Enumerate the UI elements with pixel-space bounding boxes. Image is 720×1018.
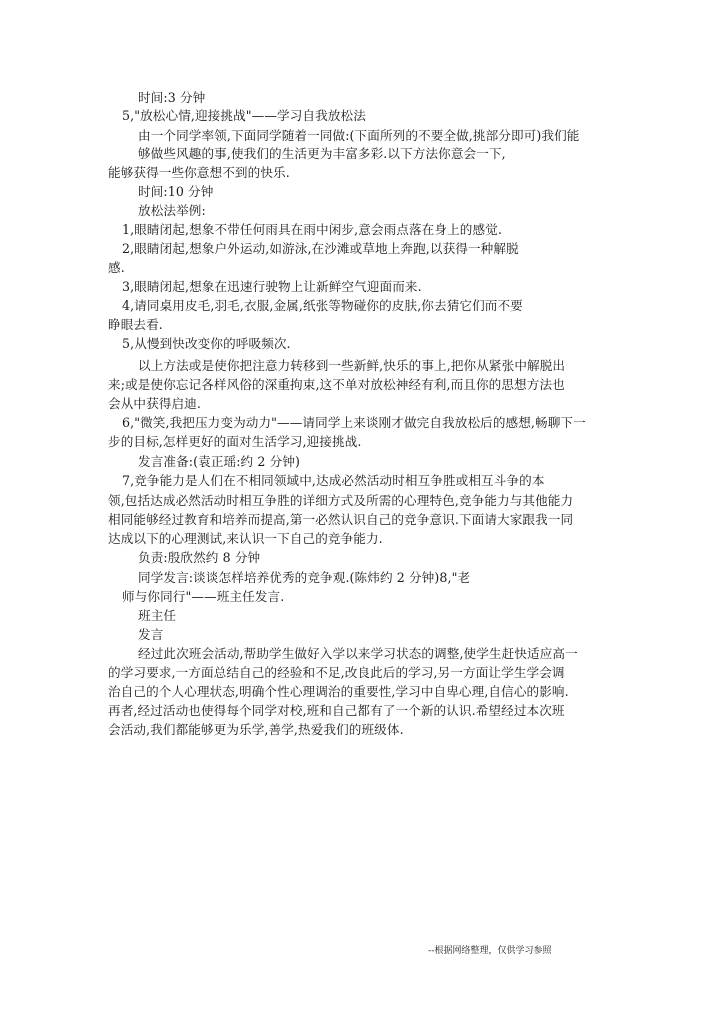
- text-line: 能够获得一些你意想不到的快乐.: [108, 165, 290, 180]
- text-line: 够做些风趣的事,使我们的生活更为丰富多彩.以下方法你意会一下,: [138, 146, 506, 161]
- list-item: 4,请同桌用皮毛,羽毛,衣服,金属,纸张等物碰你的皮肤,你去猜它们而不要: [122, 298, 523, 313]
- list-item: 1,眼睛闭起,想象不带任何雨具在雨中闲步,意会雨点落在身上的感觉.: [122, 222, 502, 237]
- footer-note: --根据网络整理，仅供学习参照: [428, 946, 552, 956]
- section-heading: 5,"放松心情,迎接挑战"——学习自我放松法: [122, 108, 366, 123]
- list-item: 3,眼睛闭起,想象在迅速行驶物上让新鲜空气迎面而来.: [122, 279, 422, 294]
- paragraph-line: 以上方法或是使你把注意力转移到一些新鲜,快乐的事上,把你从紧张中解脱出: [138, 358, 566, 373]
- text-line: 发言: [138, 627, 164, 642]
- paragraph-line: 会从中获得启迪.: [108, 396, 201, 411]
- paragraph-line: 会活动,我们都能够更为乐学,善学,热爱我们的班级体.: [108, 722, 404, 737]
- text-line: 师与你同行"——班主任发言.: [122, 589, 285, 604]
- text-line: 时间:3 分钟: [138, 90, 206, 105]
- list-item: 5,从慢到快改变你的呼吸频次.: [122, 336, 291, 351]
- list-item: 2,眼睛闭起,想象户外运动,如游泳,在沙滩或草地上奔跑,以获得一种解脱: [122, 241, 519, 256]
- paragraph-line: 再者,经过活动也使得每个同学对校,班和自己都有了一个新的认识.希望经过本次班: [108, 703, 565, 718]
- paragraph-line: 经过此次班会活动,帮助学生做好入学以来学习状态的调整,使学生赶快适应高一: [138, 646, 578, 661]
- text-line: 睁眼去看.: [108, 317, 163, 332]
- section-heading: 7,竞争能力是人们在不相同领域中,达成必然活动时相互争胜或相互斗争的本: [122, 473, 545, 488]
- text-line: 同学发言:谈谈怎样培养优秀的竞争观.(陈炜约 2 分钟)8,"老: [138, 570, 471, 585]
- paragraph-line: 的学习要求,一方面总结自己的经验和不足,改良此后的学习,另一方面让学生学会调: [108, 665, 565, 680]
- paragraph-line: 步的目标,怎样更好的面对生活学习,迎接挑战.: [108, 434, 362, 449]
- text-line: 负责:殷欣然约 8 分钟: [138, 550, 261, 565]
- text-line: 感.: [108, 260, 125, 275]
- text-line: 由一个同学率领,下面同学随着一同做:(下面所列的不要全做,挑部分即可)我们能: [138, 128, 580, 143]
- paragraph-line: 治自己的个人心理状态,明确个性心理调治的重要性,学习中自卑心理,自信心的影响.: [108, 684, 569, 699]
- text-line: 时间:10 分钟: [138, 184, 214, 199]
- section-heading: 6,"微笑,我把压力变为动力"——请同学上来谈刚才做完自我放松后的感想,畅聊下一: [122, 415, 586, 430]
- paragraph-line: 领,包括达成必然活动时相互争胜的详细方式及所需的心理特色,竞争能力与其他能力: [108, 493, 574, 508]
- paragraph-line: 来;或是使你忘记各样风俗的深重拘束,这不单对放松神经有利,而且你的思想方法也: [108, 377, 565, 392]
- text-line: 班主任: [138, 608, 177, 623]
- paragraph-line: 达成以下的心理测试,来认识一下自己的竞争能力.: [108, 531, 383, 546]
- text-line: 发言准备:(袁正瑶:约 2 分钟): [138, 454, 300, 469]
- text-line: 放松法举例:: [138, 203, 206, 218]
- paragraph-line: 相同能够经过教育和培养而提高,第一必然认识自己的竞争意识.下面请大家跟我一同: [108, 512, 574, 527]
